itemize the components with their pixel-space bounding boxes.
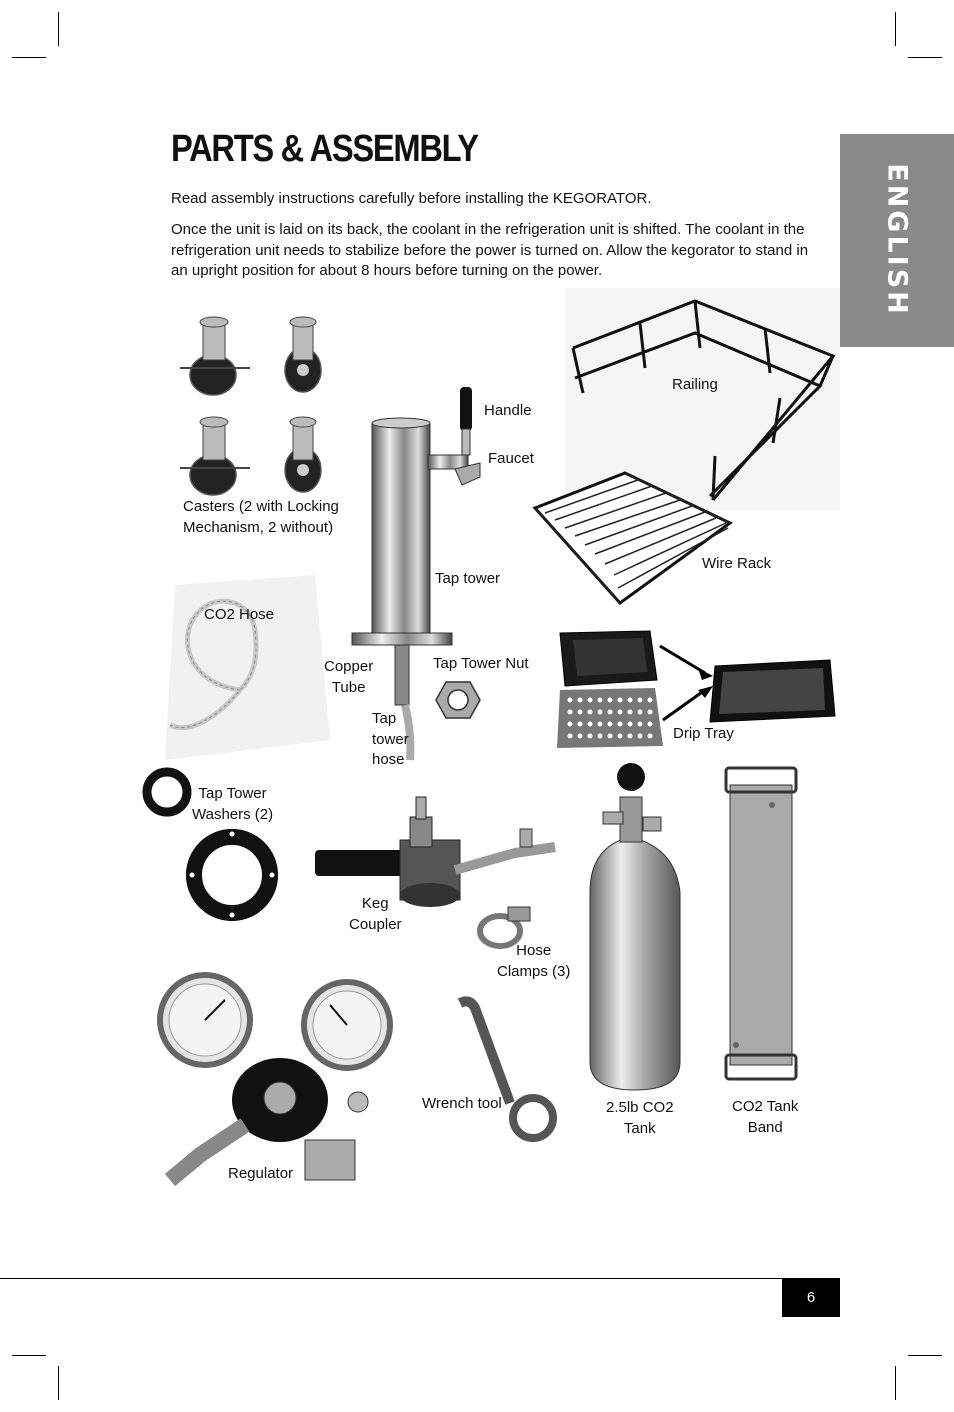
- warning-text: Once the unit is laid on its back, the coolant in the refrigeration unit is shifted. The coolant in the refrigeration unit needs to stabilize before the power is turned on. Allow the kegorator to stand in an upright position for about 8 hours before turning on the power.: [171, 221, 809, 279]
- page-title: PARTS & ASSEMBLY: [171, 128, 478, 170]
- language-label: ENGLISH: [881, 163, 913, 317]
- crop-mark: [58, 1366, 59, 1400]
- wire-rack-illustration: [530, 468, 735, 608]
- wrench-tool-label: Wrench tool: [422, 1095, 502, 1112]
- crop-mark: [908, 1355, 942, 1356]
- keg-coupler-label: Keg Coupler: [349, 895, 402, 933]
- handle-label: Handle: [484, 402, 532, 419]
- casters-illustration: [175, 300, 345, 500]
- tap-tower-washers-label: Tap Tower Washers (2): [192, 785, 274, 823]
- intro-text: Read assembly instructions carefully before installing the KEGORATOR.: [171, 190, 652, 207]
- drip-tray-label: Drip Tray: [673, 725, 734, 742]
- tap-tower-nut-label: Tap Tower Nut: [433, 655, 529, 672]
- hose-clamps-label: Hose Clamps (3): [497, 942, 571, 980]
- co2-tank-band-illustration: [722, 765, 802, 1085]
- crop-mark: [12, 1355, 46, 1356]
- casters-label: Casters (2 with Locking Mechanism, 2 without): [183, 498, 339, 536]
- railing-label: Railing: [672, 376, 718, 393]
- wire-rack-label: Wire Rack: [702, 555, 772, 572]
- tap-tower-hose-label: Tap tower hose: [372, 710, 409, 768]
- co2-hose-label: CO2 Hose: [204, 606, 275, 623]
- faucet-label: Faucet: [488, 450, 534, 467]
- language-tab: [840, 134, 954, 347]
- co2-tank-band-label: CO2 Tank Band: [732, 1098, 799, 1136]
- footer-rule: [0, 1278, 783, 1279]
- wrench-tool-illustration: [455, 998, 555, 1143]
- crop-mark: [908, 57, 942, 58]
- tap-tower-label: Tap tower: [435, 570, 501, 587]
- crop-mark: [895, 1366, 896, 1400]
- crop-mark: [895, 12, 896, 46]
- co2-tank-label: 2.5lb CO2 Tank: [606, 1099, 674, 1137]
- tap-tower-nut-illustration: [436, 680, 480, 720]
- copper-tube-label: Copper Tube: [324, 658, 374, 696]
- crop-mark: [58, 12, 59, 46]
- page-number: 6: [782, 1278, 840, 1317]
- crop-mark: [12, 57, 46, 58]
- regulator-label: Regulator: [228, 1165, 294, 1182]
- co2-tank-illustration: [585, 762, 685, 1092]
- co2-hose-illustration: [160, 575, 332, 765]
